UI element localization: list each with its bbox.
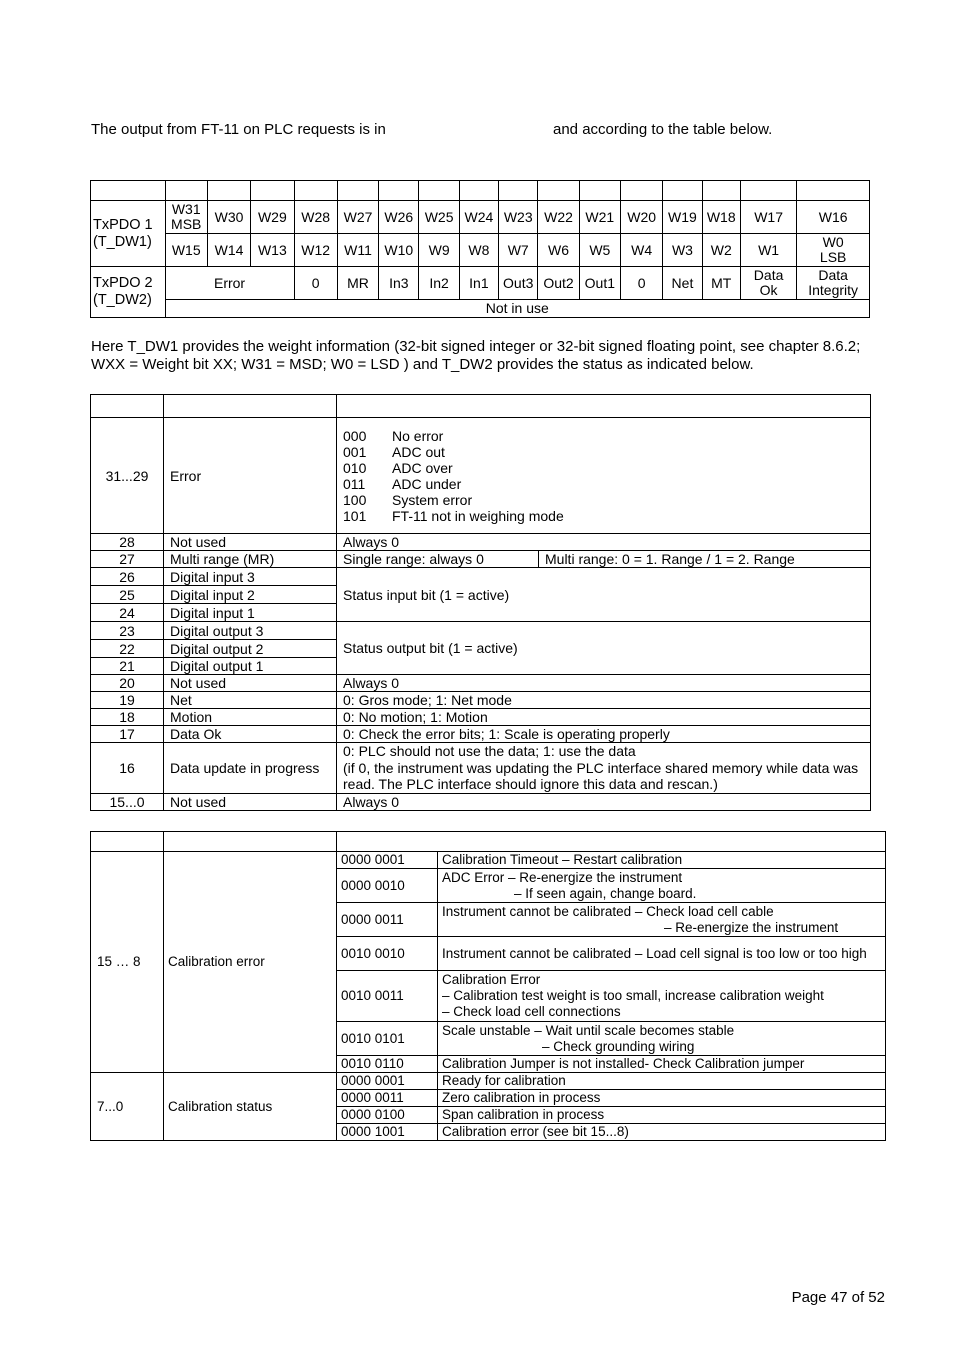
desc-cell: Single range: always 0 [337, 551, 539, 568]
status-error-row [91, 418, 871, 534]
status-row [91, 675, 871, 692]
w-cell: W14 [207, 234, 250, 267]
output-desc-cell: Status output bit (1 = active) [337, 622, 871, 675]
w-cell: W31 MSB [165, 201, 207, 234]
bit-cell: 21 [91, 658, 164, 675]
status-cell: Data Ok [740, 267, 796, 300]
txpdo2-label: TxPDO 2 (T_DW2) [91, 267, 166, 318]
w-cell: W16 [797, 201, 870, 234]
status-cell: 0 [620, 267, 662, 300]
name-cell: Digital input 3 [164, 568, 337, 586]
desc-cell: Calibration Error – Calibration test weight is too small, increase calibration weight – Check load cell connections [438, 971, 886, 1022]
code-cell: 0000 0010 [337, 869, 438, 903]
code-cell: 0000 0011 [337, 903, 438, 937]
w-cell: W25 [419, 201, 459, 234]
desc-cell: ADC Error – Re-energize the instrument – If seen again, change board. [438, 869, 886, 903]
pdo-status-row [91, 267, 870, 300]
w-cell: W28 [294, 201, 337, 234]
name-cell: Error [164, 418, 337, 534]
cal-header-row [91, 832, 886, 852]
calibration-table [90, 831, 886, 1141]
pdo-low-word-row [91, 234, 870, 267]
desc-cell: Scale unstable – Wait until scale becomes stable – Check grounding wiring [438, 1022, 886, 1056]
desc-cell: Instrument cannot be calibrated – Load cell signal is too low or too high [438, 937, 886, 971]
bit-cell: 19 [91, 692, 164, 709]
status-cell: 0 [294, 267, 337, 300]
w-cell: W7 [499, 234, 538, 267]
desc-cell: Calibration Jumper is not installed- Check Calibration jumper [438, 1056, 886, 1073]
name-cell: Motion [164, 709, 337, 726]
desc-cell: 0: Check the error bits; 1: Scale is operating properly [337, 726, 871, 743]
bit-cell: 15...0 [91, 794, 164, 811]
w-cell: W4 [620, 234, 662, 267]
code-cell: 0000 1001 [337, 1124, 438, 1141]
input-desc-cell: Status input bit (1 = active) [337, 568, 871, 622]
status-cell: In3 [379, 267, 419, 300]
w-cell: W20 [620, 201, 662, 234]
w-cell: W2 [702, 234, 740, 267]
name-cell: Not used [164, 794, 337, 811]
code-cell: 0010 0101 [337, 1022, 438, 1056]
w-cell: W19 [663, 201, 702, 234]
w-cell: W17 [740, 201, 796, 234]
bit-cell: 17 [91, 726, 164, 743]
w-cell: W8 [459, 234, 498, 267]
desc-cell: Instrument cannot be calibrated – Check load cell cable – Re-energize the instrument [438, 903, 886, 937]
bit-cell: 20 [91, 675, 164, 692]
error-code-line: 101 FT-11 not in weighing mode [343, 507, 564, 524]
w-cell: W27 [337, 201, 378, 234]
w-cell: W10 [379, 234, 419, 267]
w-cell: W22 [538, 201, 579, 234]
bit-cell: 23 [91, 622, 164, 640]
status-cell: MR [337, 267, 378, 300]
name-cell: Net [164, 692, 337, 709]
w-cell: W3 [663, 234, 702, 267]
w-cell: W26 [379, 201, 419, 234]
desc-cell: Always 0 [337, 675, 871, 692]
pdo-header-row [91, 181, 870, 201]
w-cell: W5 [579, 234, 620, 267]
w-cell: W13 [251, 234, 294, 267]
w-cell: W24 [459, 201, 498, 234]
code-cell: 0000 0001 [337, 1073, 438, 1090]
w-cell: W1 [740, 234, 796, 267]
name-cell: Calibration error [164, 852, 337, 1073]
code-cell: 0000 0011 [337, 1090, 438, 1107]
desc-cell: 0: No motion; 1: Motion [337, 709, 871, 726]
w-cell: W29 [251, 201, 294, 234]
w-cell: W0 LSB [797, 234, 870, 267]
name-cell: Data Ok [164, 726, 337, 743]
desc-cell: Always 0 [337, 534, 871, 551]
desc-cell: Ready for calibration [438, 1073, 886, 1090]
error-code-line: 010 ADC over [343, 459, 453, 476]
desc-cell: 0: PLC should not use the data; 1: use the data (if 0, the instrument was updating the PLC interface shared memory while data was read. The PLC interface should ignore this data and rescan.) [337, 743, 871, 794]
w-cell: W9 [419, 234, 459, 267]
status-row [91, 551, 871, 568]
error-code-line: 100 System error [343, 491, 473, 508]
w-cell: W18 [702, 201, 740, 234]
w-cell: W12 [294, 234, 337, 267]
name-cell: Digital input 1 [164, 604, 337, 622]
status-row [91, 692, 871, 709]
error-code-line: 011 ADC under [343, 475, 462, 492]
code-cell: 0010 0010 [337, 937, 438, 971]
bit-cell: 16 [91, 743, 164, 794]
status-row [91, 709, 871, 726]
w-cell: W15 [165, 234, 207, 267]
name-cell: Not used [164, 675, 337, 692]
cal-error-row [91, 852, 886, 869]
name-cell: Multi range (MR) [164, 551, 337, 568]
intro-text-right: and according to the table below. [553, 121, 773, 138]
status-row [91, 534, 871, 551]
status-header-row [91, 395, 871, 418]
desc-cell: Zero calibration in process [438, 1090, 886, 1107]
status-cell: Data Integrity [797, 267, 870, 300]
status-cell: Net [663, 267, 702, 300]
status-cell: Out2 [538, 267, 579, 300]
w-cell: W23 [499, 201, 538, 234]
name-cell: Digital input 2 [164, 586, 337, 604]
cal-status-row [91, 1073, 886, 1090]
code-cell: 0010 0011 [337, 971, 438, 1022]
status-cell: MT [702, 267, 740, 300]
w-cell: W11 [337, 234, 378, 267]
desc-cell: Span calibration in process [438, 1107, 886, 1124]
name-cell: Digital output 3 [164, 622, 337, 640]
w-cell: W30 [207, 201, 250, 234]
txpdo1-label: TxPDO 1 (T_DW1) [91, 201, 166, 267]
name-cell: Calibration status [164, 1073, 337, 1141]
bit-cell: 22 [91, 640, 164, 658]
name-cell: Data update in progress [164, 743, 337, 794]
name-cell: Digital output 1 [164, 658, 337, 675]
explanation-paragraph: Here T_DW1 provides the weight information (32-bit signed integer or 32-bit signed floating point, see chapter 8.6.2; WXX = Weight bit XX; W31 = MSD; W0 = LSD ) and T_DW2 provides the status as indicated below. [91, 338, 861, 373]
bit-cell: 28 [91, 534, 164, 551]
w-cell: W21 [579, 201, 620, 234]
bit-cell: 18 [91, 709, 164, 726]
name-cell: Digital output 2 [164, 640, 337, 658]
status-cell: In2 [419, 267, 459, 300]
bit-cell: 27 [91, 551, 164, 568]
bit-cell: 15 … 8 [91, 852, 164, 1073]
status-row [91, 743, 871, 794]
status-row [91, 794, 871, 811]
code-cell: 0010 0110 [337, 1056, 438, 1073]
bit-cell: 31...29 [91, 418, 164, 534]
status-cell: Out1 [579, 267, 620, 300]
status-cell-error: Error [165, 267, 294, 300]
error-code-line: 000 No error [343, 427, 444, 444]
pdo-table [90, 180, 870, 318]
bit-cell: 24 [91, 604, 164, 622]
status-cell: Out3 [499, 267, 538, 300]
bit-cell: 26 [91, 568, 164, 586]
desc-cell: Calibration Timeout – Restart calibration [438, 852, 886, 869]
status-row [91, 622, 871, 640]
not-in-use-cell: Not in use [165, 300, 869, 318]
code-cell: 0000 0001 [337, 852, 438, 869]
page-number: Page 47 of 52 [791, 1289, 885, 1306]
pdo-high-word-row [91, 201, 870, 234]
status-row [91, 726, 871, 743]
error-codes-cell [337, 418, 871, 534]
pdo-not-in-use-row [91, 300, 870, 318]
status-table [90, 394, 871, 811]
w-cell: W6 [538, 234, 579, 267]
code-cell: 0000 0100 [337, 1107, 438, 1124]
status-row [91, 568, 871, 586]
error-code-line: 001 ADC out [343, 443, 445, 460]
name-cell: Not used [164, 534, 337, 551]
status-cell: In1 [459, 267, 498, 300]
bit-cell: 7...0 [91, 1073, 164, 1141]
bit-cell: 25 [91, 586, 164, 604]
intro-text-left: The output from FT-11 on PLC requests is in [91, 121, 386, 138]
desc-cell: Multi range: 0 = 1. Range / 1 = 2. Range [539, 551, 871, 568]
desc-cell: Calibration error (see bit 15...8) [438, 1124, 886, 1141]
desc-cell: Always 0 [337, 794, 871, 811]
desc-cell: 0: Gros mode; 1: Net mode [337, 692, 871, 709]
